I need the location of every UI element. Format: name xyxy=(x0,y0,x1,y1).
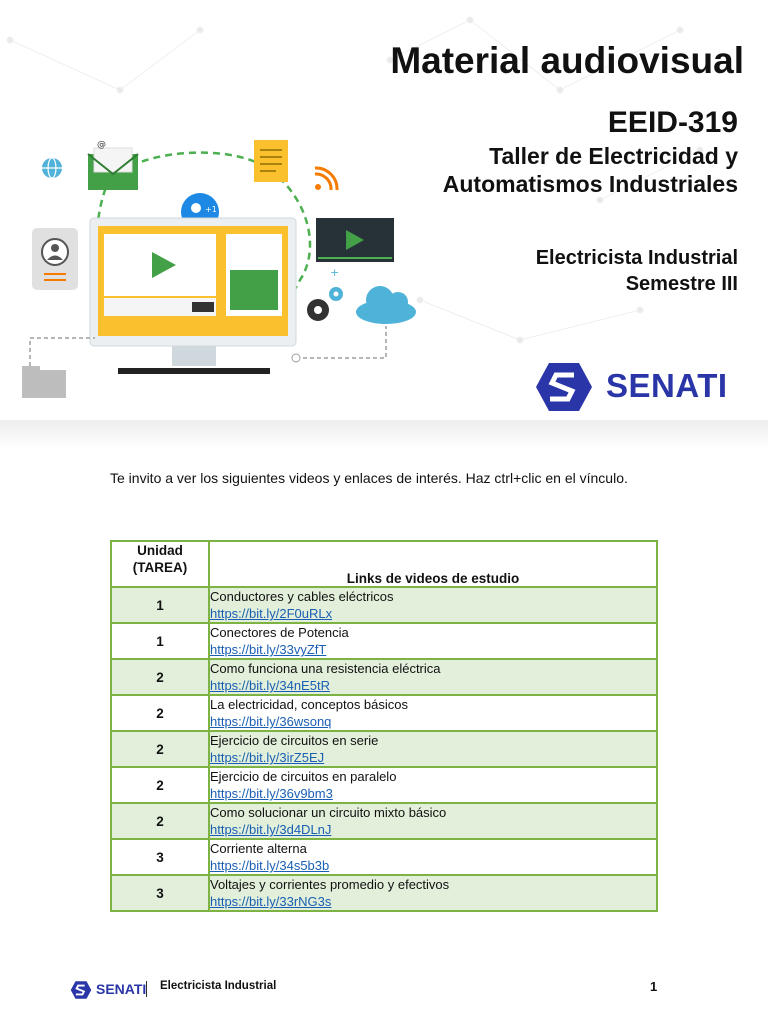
video-cell xyxy=(209,803,657,839)
page-footer xyxy=(0,970,768,1010)
table-row xyxy=(111,839,657,875)
header-shadow xyxy=(0,420,768,450)
video-link[interactable]: https://bit.ly/34s5b3b xyxy=(210,858,330,873)
video-title: Conductores y cables eléctricos xyxy=(210,589,394,604)
senati-logo-mark xyxy=(534,361,594,413)
profile-icon xyxy=(32,228,78,290)
video-cell xyxy=(209,875,657,911)
unit-cell: 1 xyxy=(111,587,209,623)
unit-cell: 2 xyxy=(111,767,209,803)
senati-logo xyxy=(534,361,734,413)
table-row xyxy=(111,803,657,839)
course-name-line1: Taller de Electricidad y xyxy=(489,143,738,169)
document-icon xyxy=(254,140,288,182)
unit-cell: 3 xyxy=(111,839,209,875)
globe-icon xyxy=(42,158,62,178)
table-row xyxy=(111,623,657,659)
mail-icon xyxy=(88,140,138,190)
table-header-row xyxy=(111,541,657,587)
video-title: La electricidad, conceptos básicos xyxy=(210,697,409,712)
video-title: Conectores de Potencia xyxy=(210,625,349,640)
career-info xyxy=(318,245,738,297)
senati-logo-text: SENATI xyxy=(606,367,728,404)
video-title: Ejercicio de circuitos en paralelo xyxy=(210,769,397,784)
footer-logo xyxy=(70,980,150,1000)
video-title: Corriente alterna xyxy=(210,841,307,856)
video-link[interactable]: https://bit.ly/3d4DLnJ xyxy=(210,822,332,837)
course-name xyxy=(318,142,738,198)
page-number: 1 xyxy=(650,979,658,994)
unit-cell: 2 xyxy=(111,659,209,695)
video-cell xyxy=(209,623,657,659)
footer-label: Electricista Industrial xyxy=(160,980,277,992)
footer-logo-text: SENATI xyxy=(96,981,147,997)
unit-cell: 3 xyxy=(111,875,209,911)
table-row xyxy=(111,695,657,731)
video-link[interactable]: https://bit.ly/33vyZfT xyxy=(210,642,327,657)
unit-cell: 1 xyxy=(111,623,209,659)
video-link[interactable]: https://bit.ly/33rNG3s xyxy=(210,894,332,909)
table-row xyxy=(111,587,657,623)
course-code: EEID-319 xyxy=(607,106,738,139)
header-unit-line2: (TAREA) xyxy=(132,560,188,575)
video-link[interactable]: https://bit.ly/36v9bm3 xyxy=(210,786,333,801)
semester: Semestre III xyxy=(625,273,738,295)
video-link[interactable]: https://bit.ly/34nE5tR xyxy=(210,678,330,693)
header-links: Links de videos de estudio xyxy=(209,541,657,587)
video-cell xyxy=(209,839,657,875)
video-cell xyxy=(209,767,657,803)
table-row xyxy=(111,875,657,911)
video-title: Como funciona una resistencia eléctrica xyxy=(210,661,441,676)
footer-logo-mark xyxy=(70,980,92,1000)
header-unit xyxy=(111,541,209,587)
video-link[interactable]: https://bit.ly/3irZ5EJ xyxy=(210,750,325,765)
svg-text:@: @ xyxy=(97,140,106,150)
unit-cell: 2 xyxy=(111,695,209,731)
video-cell xyxy=(209,659,657,695)
video-cell xyxy=(209,695,657,731)
header-banner xyxy=(0,0,768,440)
table-row xyxy=(111,767,657,803)
table-row xyxy=(111,659,657,695)
page-title: Material audiovisual xyxy=(390,40,744,81)
career-name: Electricista Industrial xyxy=(535,247,738,269)
folder-icon xyxy=(22,366,66,398)
intro-text: Te invito a ver los siguientes videos y enlaces de interés. Haz ctrl+clic en el vínculo. xyxy=(110,470,628,486)
video-link[interactable]: https://bit.ly/2F0uRLx xyxy=(210,606,333,621)
table-row xyxy=(111,731,657,767)
video-link[interactable]: https://bit.ly/36wsonq xyxy=(210,714,332,729)
footer-divider xyxy=(146,981,147,997)
course-name-line2: Automatismos Industriales xyxy=(442,171,738,197)
unit-cell: 2 xyxy=(111,731,209,767)
video-cell xyxy=(209,731,657,767)
video-title: Voltajes y corrientes promedio y efectivos xyxy=(210,877,450,892)
header-unit-line1: Unidad xyxy=(137,543,183,558)
svg-text:+: + xyxy=(330,266,340,279)
links-table xyxy=(110,540,658,912)
video-title: Como solucionar un circuito mixto básico xyxy=(210,805,447,820)
svg-text:+1: +1 xyxy=(205,205,217,214)
video-cell xyxy=(209,587,657,623)
monitor-icon xyxy=(90,218,296,374)
unit-cell: 2 xyxy=(111,803,209,839)
video-title: Ejercicio de circuitos en serie xyxy=(210,733,379,748)
